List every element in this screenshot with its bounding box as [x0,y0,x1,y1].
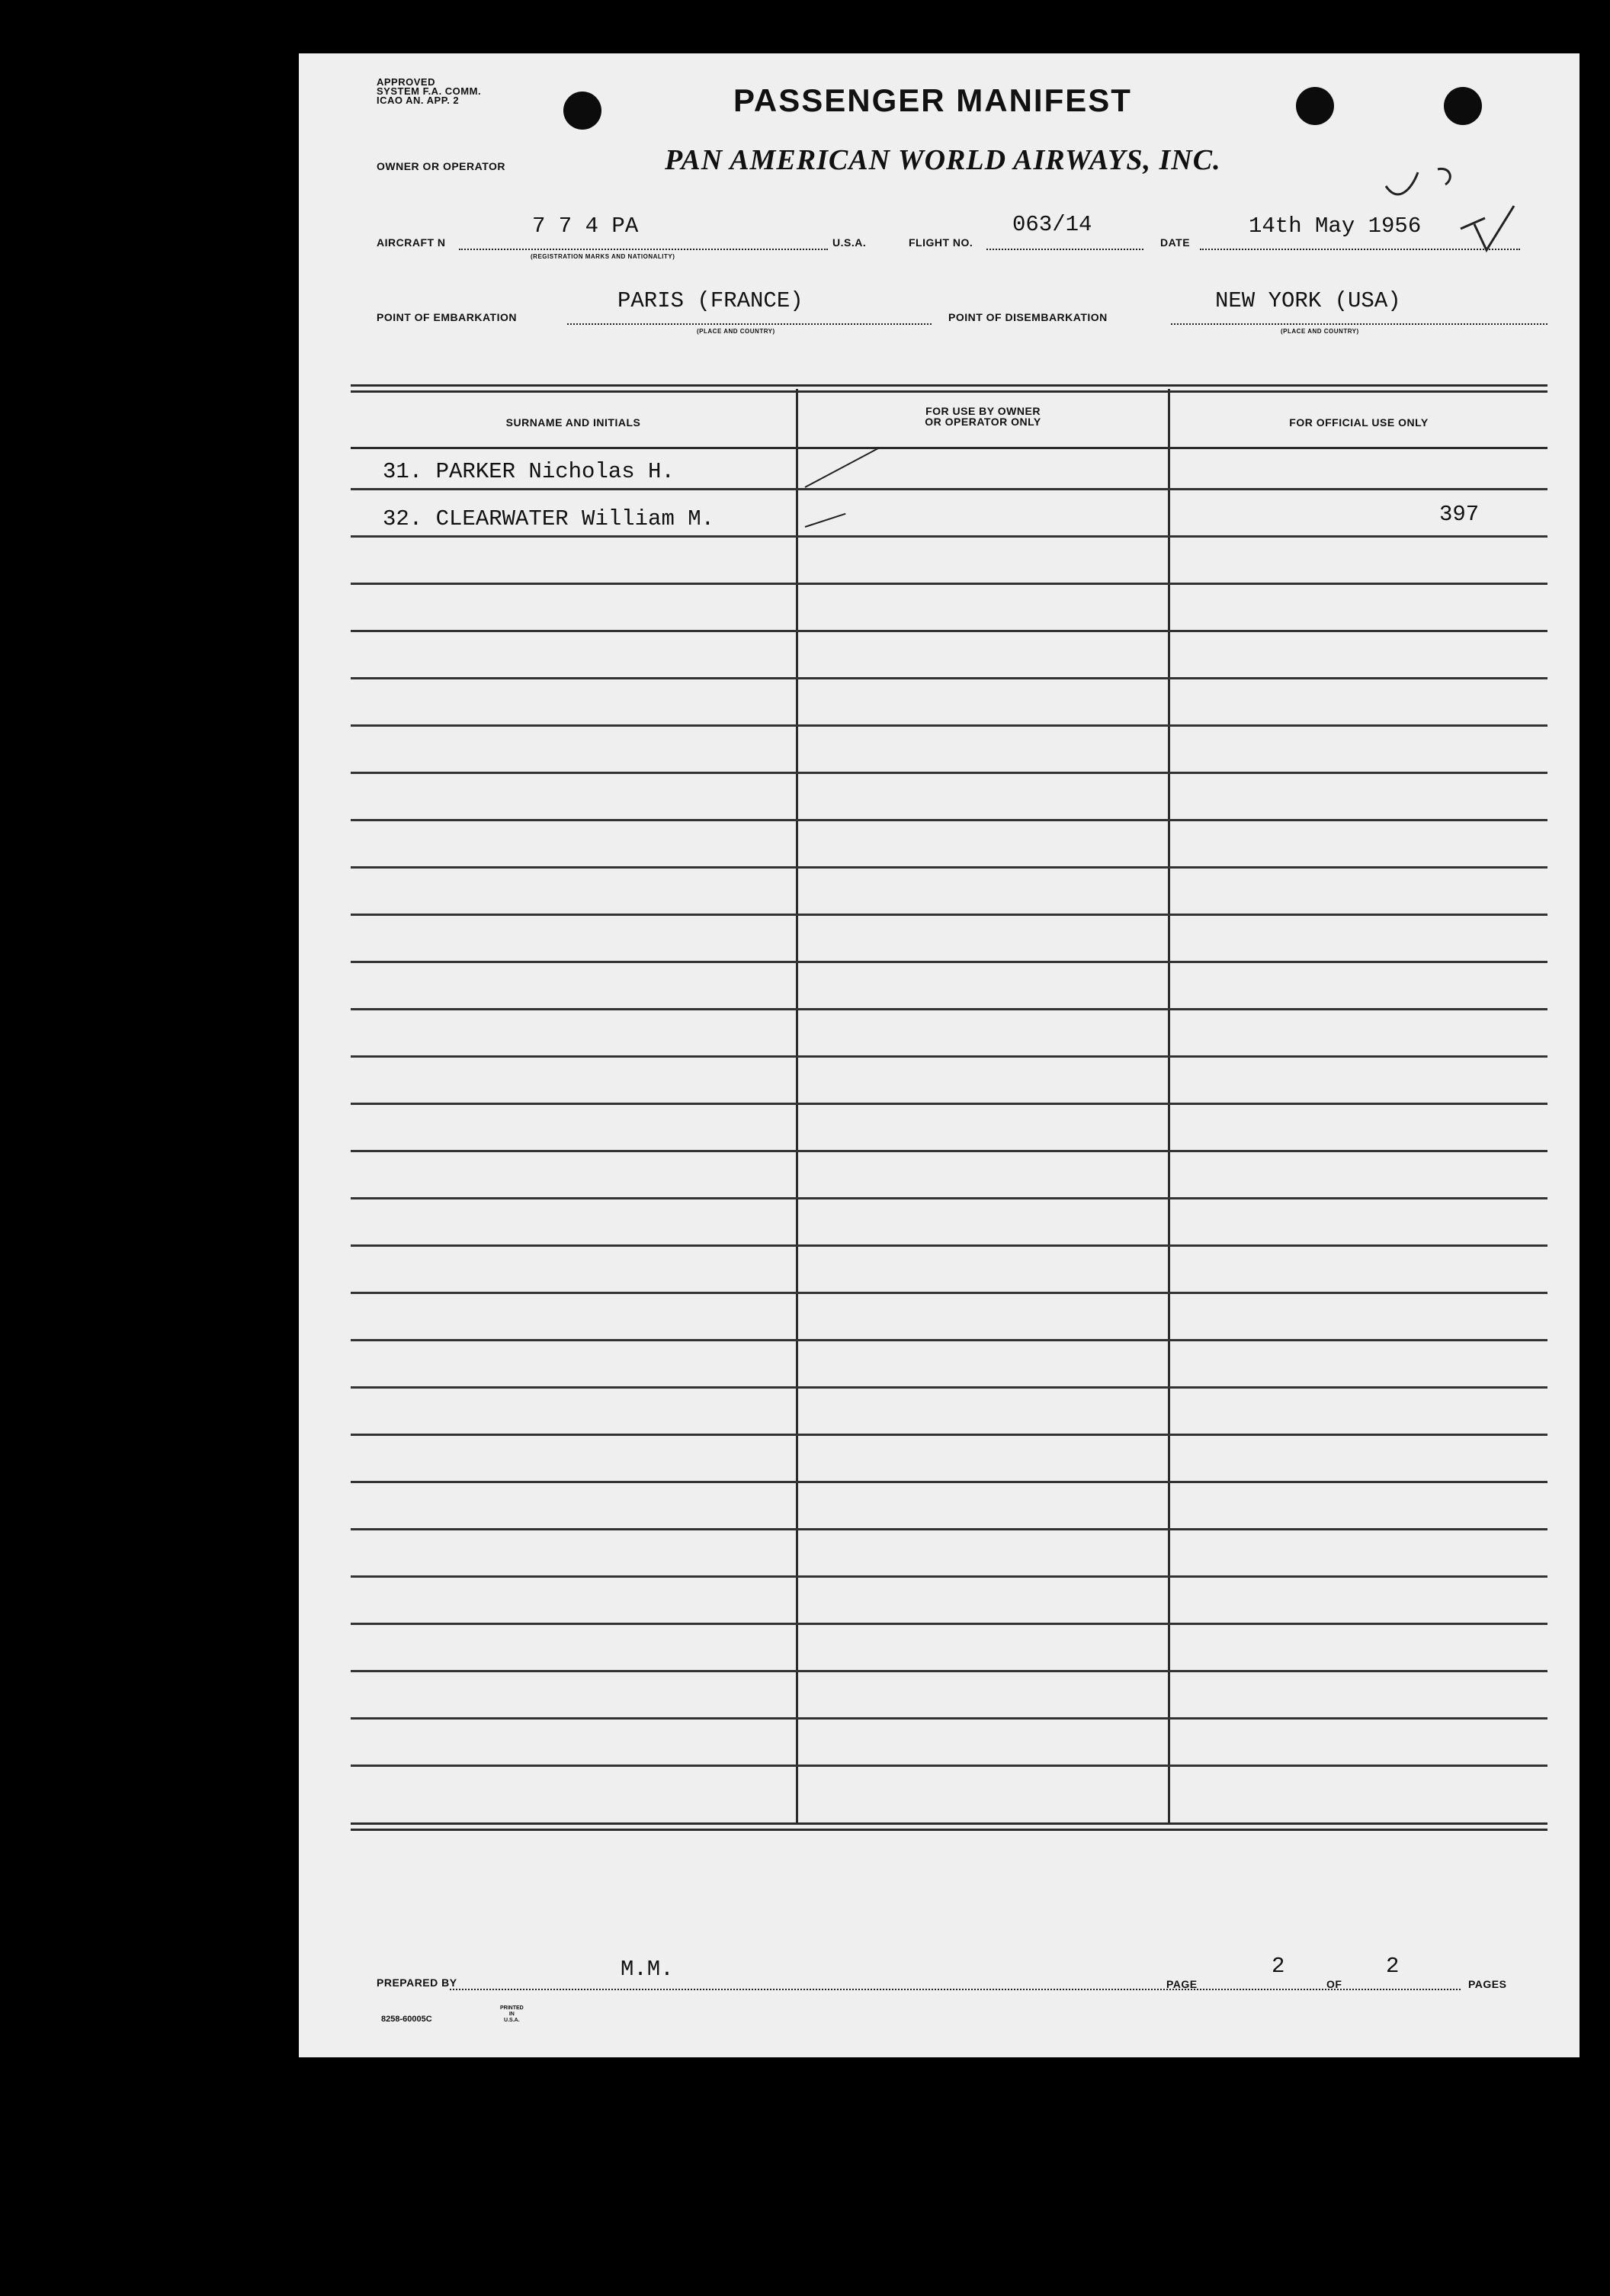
table-row [351,1197,1547,1199]
table-row [351,1055,1547,1058]
passenger-name: 31. PARKER Nicholas H. [383,459,675,484]
table-row [351,1623,1547,1625]
owner-check-mark [805,513,846,528]
table-row [351,724,1547,727]
stamp-line: IN [508,2012,515,2017]
table-bottom-rule [351,1822,1547,1825]
table-row [351,1575,1547,1578]
form-title: PASSENGER MANIFEST [733,82,1132,118]
table-row [351,772,1547,774]
prepared-by-label: PREPARED BY [377,1976,457,1989]
airline-name: PAN AMERICAN WORLD AIRWAYS, INC. [665,144,1221,176]
table-row [351,914,1547,916]
table-row [351,1670,1547,1672]
approval-line: APPROVED [377,76,435,88]
aircraft-underline [459,249,828,250]
table-row [351,583,1547,585]
table-row [351,1386,1547,1389]
flight-value: 063/14 [1012,212,1092,237]
punch-hole [1444,87,1482,125]
punch-hole [1296,87,1334,125]
col-owner-header-line: OR OPERATOR ONLY [925,416,1041,428]
disembarkation-underline [1171,323,1547,325]
table-row [351,1528,1547,1530]
owner-check-mark [805,447,880,487]
table-row [351,1244,1547,1247]
passenger-name: 32. CLEARWATER William M. [383,506,715,531]
stamp-line: PRINTED [500,2005,524,2011]
table-row [351,1481,1547,1483]
form-code: 8258-60005C [381,2015,432,2024]
manifest-sheet [299,53,1580,2057]
handwritten-check-marks [1372,159,1517,273]
approval-notice [377,78,481,105]
embarkation-sublabel: (PLACE AND COUNTRY) [697,328,775,335]
aircraft-label: AIRCRAFT N [377,236,446,249]
approval-line: ICAO AN. APP. 2 [377,95,460,106]
flight-underline [986,249,1143,250]
pages-label: PAGES [1468,1978,1507,1990]
owner-label: OWNER OR OPERATOR [377,160,505,172]
disembarkation-label: POINT OF DISEMBARKATION [948,311,1108,323]
table-top-rule [351,390,1547,393]
of-label: OF [1326,1978,1342,1990]
date-label: DATE [1160,236,1191,249]
table-top-rule [351,384,1547,387]
punch-hole [563,92,601,130]
disembarkation-value: NEW YORK (USA) [1215,288,1401,313]
table-row [351,1717,1547,1720]
table-row [351,488,1547,490]
aircraft-value: 7 7 4 PA [532,214,639,239]
usa-label: U.S.A. [832,236,867,249]
page-label: PAGE [1166,1978,1198,1990]
pages-value: 2 [1386,1954,1400,1979]
embarkation-underline [567,323,932,325]
embarkation-value: PARIS (FRANCE) [617,288,803,313]
table-row [351,1339,1547,1341]
aircraft-sublabel: (REGISTRATION MARKS AND NATIONALITY) [531,253,675,260]
table-row [351,1150,1547,1152]
col-owner-header-line: FOR USE BY OWNER [925,405,1041,417]
header-rule [351,447,1547,449]
table-bottom-rule [351,1829,1547,1831]
column-divider [1168,389,1170,1822]
table-row [351,1292,1547,1294]
footer-underline [450,1989,1461,1990]
table-row [351,961,1547,963]
date-value: 14th May 1956 [1249,214,1422,239]
table-row [351,1434,1547,1436]
column-divider [796,389,798,1822]
stamp-line: U.S.A. [504,2018,520,2023]
approval-line: SYSTEM F.A. COMM. [377,85,482,97]
table-row [351,630,1547,632]
table-row [351,677,1547,679]
table-row [351,819,1547,821]
disembarkation-sublabel: (PLACE AND COUNTRY) [1281,328,1359,335]
table-row [351,1765,1547,1767]
printed-stamp [500,2005,524,2024]
table-row [351,1103,1547,1105]
flight-label: FLIGHT NO. [909,236,973,249]
col-official-header: FOR OFFICIAL USE ONLY [1289,416,1429,429]
col-surname-header: SURNAME AND INITIALS [505,416,641,429]
table-row [351,866,1547,869]
col-owner-header [798,406,1168,427]
official-value: 397 [1439,502,1480,527]
table-row [351,535,1547,538]
embarkation-label: POINT OF EMBARKATION [377,311,517,323]
prepared-by-value: M.M. [621,1957,674,1982]
page-value: 2 [1272,1954,1285,1979]
table-row [351,1008,1547,1010]
